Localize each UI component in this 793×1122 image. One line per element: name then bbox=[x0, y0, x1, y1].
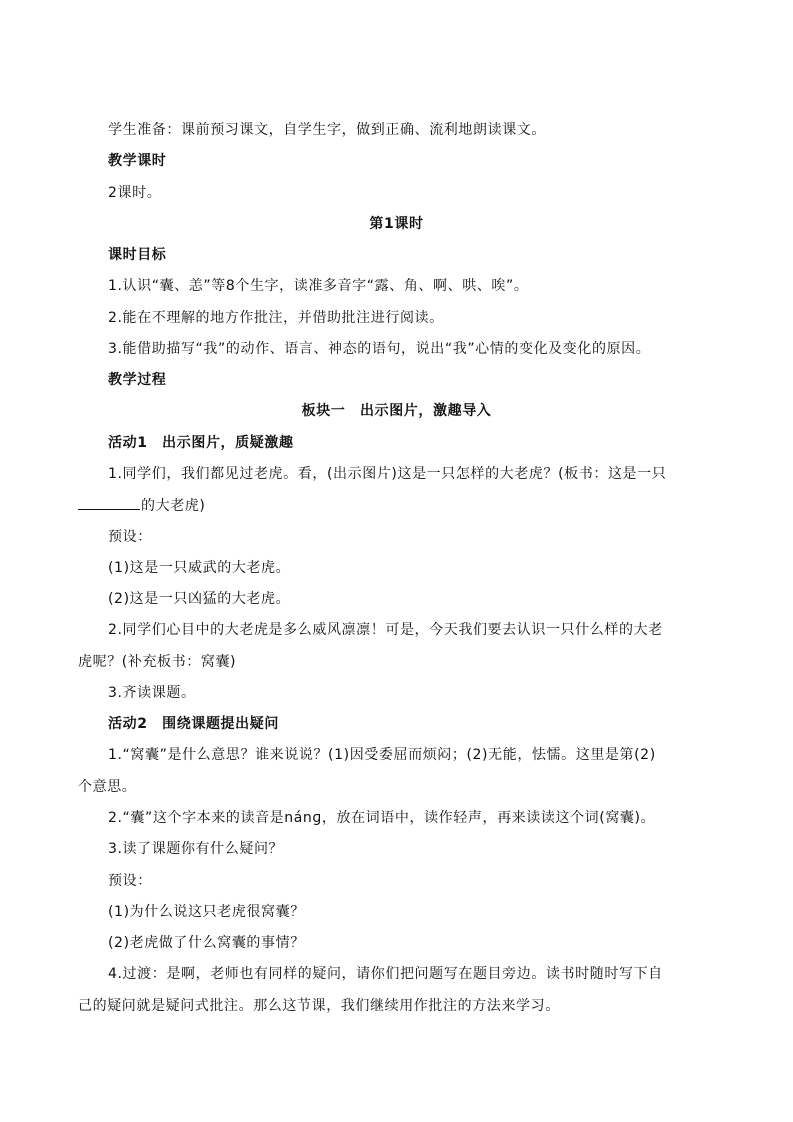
activity-2-item-4-line-2: 己的疑问就是疑问式批注。那么这节课，我们继续用作批注的方法来学习。 bbox=[78, 998, 560, 1014]
preset-2-answer-a: (1)为什么说这只老虎很窝囊？ bbox=[108, 904, 305, 920]
fill-in-blank-suffix: 的大老虎) bbox=[141, 498, 206, 514]
fill-in-blank bbox=[78, 495, 140, 510]
activity-1-heading: 活动1 出示图片，质疑激趣 bbox=[108, 435, 294, 451]
activity-2-item-1-line-2: 个意思。 bbox=[78, 779, 137, 795]
activity-1-item-2-line-2: 虎呢？(补充板书：窝囊) bbox=[78, 654, 237, 670]
preset-1-answer-a: (1)这是一只威武的大老虎。 bbox=[108, 560, 291, 576]
lesson-goals-heading: 课时目标 bbox=[108, 247, 167, 263]
preset-2-answer-b: (2)老虎做了什么窝囊的事情？ bbox=[108, 935, 305, 951]
preset-label-1: 预设： bbox=[108, 529, 152, 545]
activity-1-item-1-line-2 bbox=[78, 495, 205, 516]
process-heading: 教学过程 bbox=[108, 372, 167, 388]
activity-1-item-1-line-1: 1.同学们，我们都见过老虎。看，(出示图片)这是一只怎样的大老虎？(板书：这是一只 bbox=[108, 466, 667, 482]
goal-item-3: 3.能借助描写“我”的动作、语言、神态的语句，说出“我”心情的变化及变化的原因。 bbox=[108, 341, 651, 357]
activity-1-item-2-line-1: 2.同学们心目中的大老虎是多么威风凛凛！可是，今天我们要去认识一只什么样的大老 bbox=[108, 622, 663, 638]
block-1-heading: 板块一 出示图片，激趣导入 bbox=[301, 403, 492, 419]
activity-2-item-2: 2.“囊”这个字本来的读音是nánɡ，放在词语中，读作轻声，再来读读这个词(窝囊)。 bbox=[108, 810, 656, 826]
activity-2-item-3: 3.读了课题你有什么疑问？ bbox=[108, 841, 284, 857]
goal-item-1: 1.认识“囊、恙”等8个生字，读准多音字“露、角、啊、哄、唉”。 bbox=[108, 278, 529, 294]
activity-2-item-1-line-1: 1.“窝囊”是什么意思？谁来说说？(1)因受委屈而烦闷；(2)无能，怯懦。这里是第(2) bbox=[108, 747, 656, 763]
teaching-hours-value: 2课时。 bbox=[108, 185, 162, 201]
activity-2-heading: 活动2 围绕课题提出疑问 bbox=[108, 716, 279, 732]
preset-label-2: 预设： bbox=[108, 873, 152, 889]
goal-item-2: 2.能在不理解的地方作批注，并借助批注进行阅读。 bbox=[108, 310, 444, 326]
lesson-title: 第1课时 bbox=[369, 216, 424, 232]
student-prep-line: 学生准备：课前预习课文，自学生字，做到正确、流利地朗读课文。 bbox=[108, 122, 546, 138]
preset-1-answer-b: (2)这是一只凶猛的大老虎。 bbox=[108, 591, 291, 607]
teaching-hours-heading: 教学课时 bbox=[108, 153, 167, 169]
activity-1-item-3: 3.齐读课题。 bbox=[108, 685, 196, 701]
activity-2-item-4-line-1: 4.过渡：是啊，老师也有同样的疑问，请你们把问题写在题目旁边。读书时随时写下自 bbox=[108, 966, 663, 982]
